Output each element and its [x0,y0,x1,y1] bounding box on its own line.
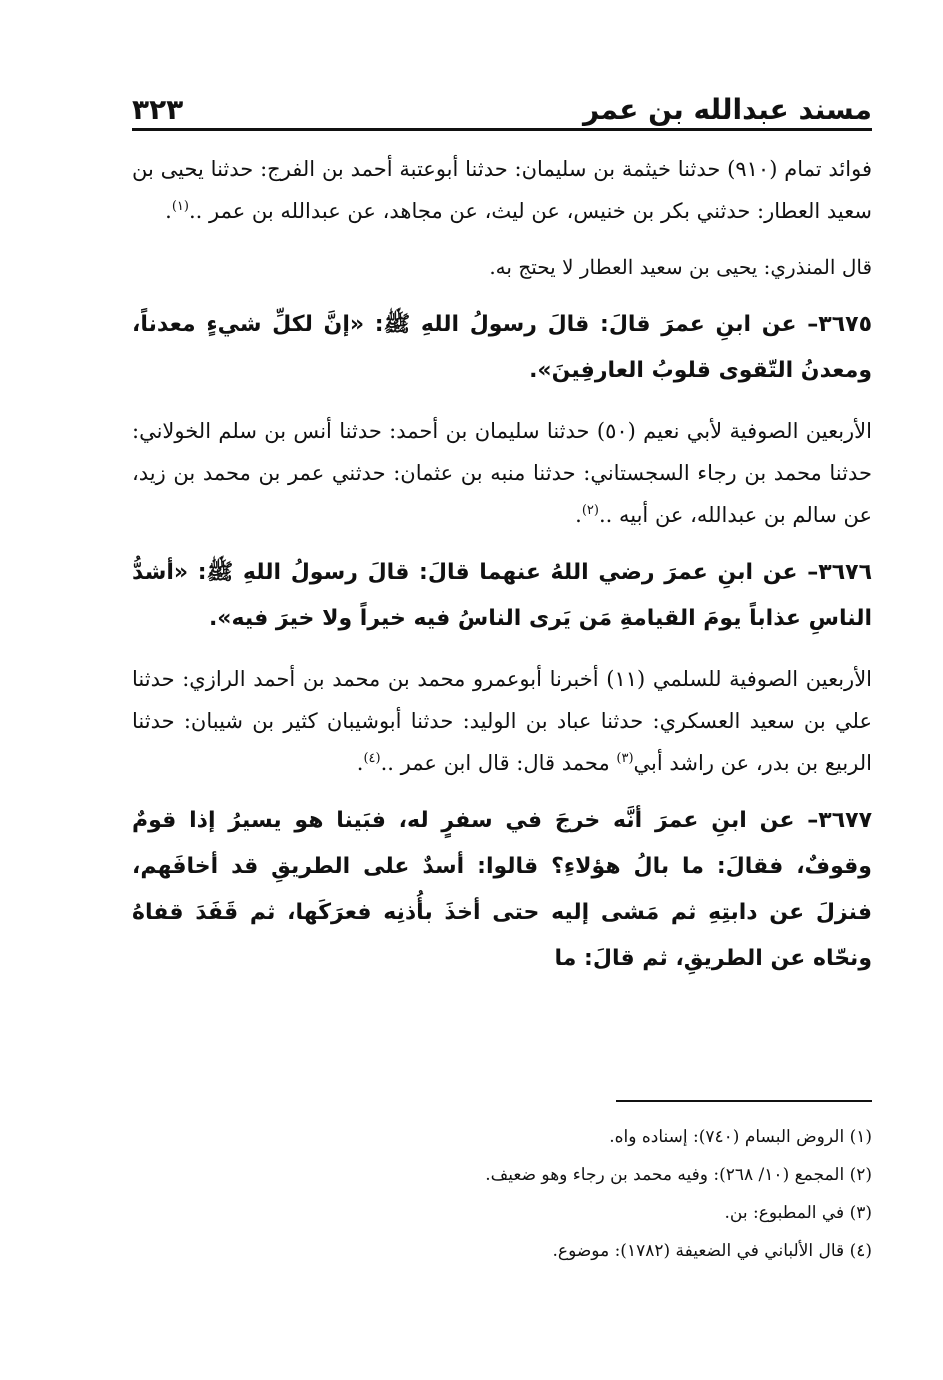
footnote-item: (١) الروض البسام (٧٤٠): إسناده واه. [609,1127,872,1147]
commentary-paragraph [132,246,872,288]
header-divider [132,128,872,131]
source-paragraph: الأربعين الصوفية للسلمي (١١) أخبرنا أبوعمرو محمد بن محمد بن أحمد الرازي: حدثنا علي بن سعيد العسكري: حدثنا عباد بن الوليد: حدثنا أبوشيبان كثير بن شيبان: حدثنا الربيع بن بدر، عن راشد أبي$^{(٣)}$ محمد قال: قال ابن عمر ..$^{(٤)}$. [132,667,873,775]
running-title: مسند عبدالله بن عمر [583,93,872,126]
main-text [132,148,872,998]
hadith-text: ٣٦٧٧– عن ابنِ عمرَ أنَّه خرجَ في سفرٍ له، فبَينا هو يسيرُ إذا قومٌ وقوفٌ، فقالَ: ما بالُ هؤلاءِ؟ قالوا: أسدٌ على الطريقِ قد أخافَهم، فنزلَ عن دابتِهِ ثم مَشى إليه حتى أخذَ بأُذنِه فعرَكَها، ثم قَفَدَ قفاهُ ونحّاه عن الطريقِ، ثم قالَ: ما [132,808,872,971]
footnote-ref: (٣) [616,751,634,766]
page-header [132,78,872,126]
footnote-ref: (٤) [363,751,381,766]
hadith-paragraph [132,550,872,642]
hadith-text: ٣٦٧٥– عن ابنِ عمرَ قالَ: قالَ رسولُ اللهِ ﷺ: «إنَّ لكلِّ شيءٍ معدناً، ومعدنُ التّقوى قلوبُ العارفِينَ». [132,312,872,383]
page-number: ٣٢٣ [132,93,184,126]
footnote-item: (٣) في المطبوع: بن. [724,1203,872,1223]
hadith-paragraph [132,302,872,394]
commentary-text: قال المنذري: يحيى بن سعيد العطار لا يحتج به. [489,255,872,279]
footnote-item: (٤) قال الألباني في الضعيفة (١٧٨٢): موضوع. [552,1241,872,1261]
source-text-part: الأربعين الصوفية للسلمي (١١) أخبرنا أبوعمرو محمد بن محمد بن أحمد الرازي: حدثنا علي بن سعيد العسكري: حدثنا عباد بن الوليد: حدثنا أبوشيبان كثير بن شيبان: حدثنا الربيع بن بدر، عن راشد أبي [132,667,873,775]
footnote-ref: (١) [171,199,189,214]
footnotes [132,1118,872,1270]
hadith-paragraph [132,798,872,982]
source-text-part: محمد قال: قال ابن عمر .. [380,751,610,775]
hadith-text: ٣٦٧٦– عن ابنِ عمرَ رضي اللهُ عنهما قالَ: قالَ رسولُ اللهِ ﷺ: «أشدُّ الناسِ عذاباً يومَ القيامةِ مَن يَرى الناسُ فيه خيراً ولا خيرَ فيه». [132,560,872,631]
footnote-item: (٢) المجمع (١٠/ ٢٦٨): وفيه محمد بن رجاء وهو ضعيف. [485,1165,872,1185]
footnote-divider [616,1100,872,1102]
footnote-ref: (٢) [581,503,599,518]
source-paragraph: فوائد تمام (٩١٠) حدثنا خيثمة بن سليمان: حدثنا أبوعتبة أحمد بن الفرج: حدثنا يحيى بن سعيد العطار: حدثني بكر بن خنيس، عن ليث، عن مجاهد، عن عبدالله بن عمر ..$^{(١)}$. [132,157,872,223]
source-text: فوائد تمام (٩١٠) حدثنا خيثمة بن سليمان: حدثنا أبوعتبة أحمد بن الفرج: حدثنا يحيى بن سعيد العطار: حدثني بكر بن خنيس، عن ليث، عن مجاهد، عن عبدالله بن عمر .. [132,157,872,223]
source-text: الأربعين الصوفية لأبي نعيم (٥٠) حدثنا سليمان بن أحمد: حدثنا أنس بن سلم الخولاني: حدثنا محمد بن رجاء السجستاني: حدثنا منبه بن عثمان: حدثني عمر بن محمد بن زيد، عن سالم بن عبدالله، عن أبيه .. [132,419,872,527]
source-paragraph: الأربعين الصوفية لأبي نعيم (٥٠) حدثنا سليمان بن أحمد: حدثنا أنس بن سلم الخولاني: حدثنا محمد بن رجاء السجستاني: حدثنا منبه بن عثمان: حدثني عمر بن محمد بن زيد، عن سالم بن عبدالله، عن أبيه ..$^{(٢)}$. [132,419,872,527]
